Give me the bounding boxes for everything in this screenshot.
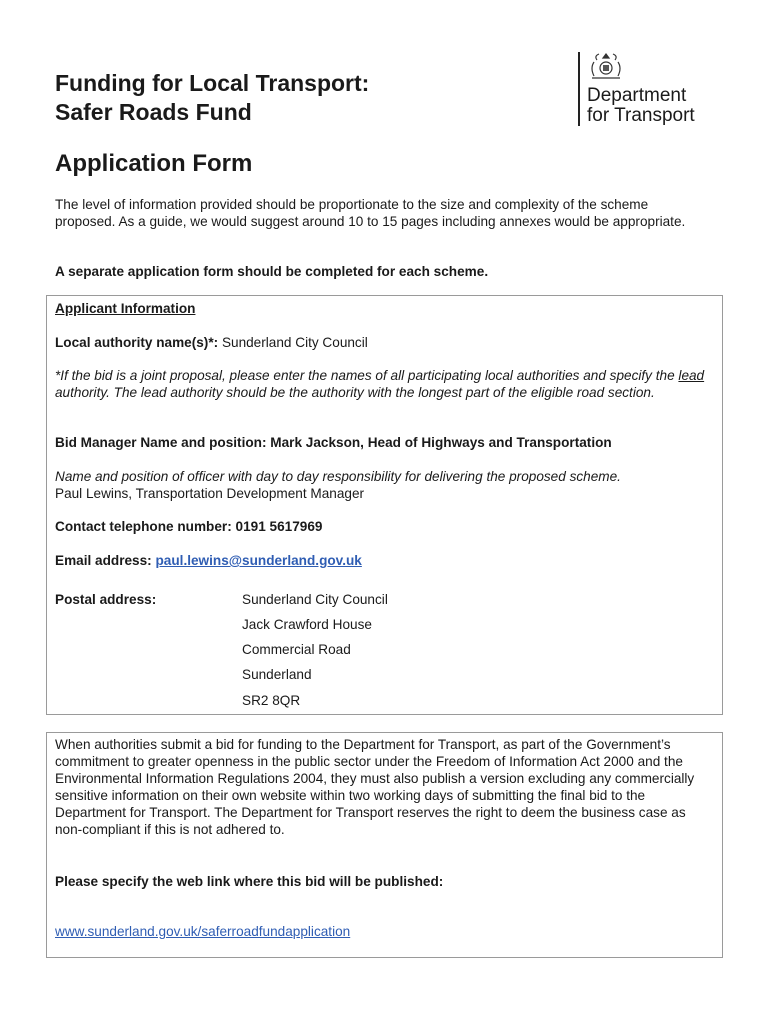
form-title: Application Form xyxy=(55,150,253,177)
email-label: Email address: xyxy=(55,553,152,568)
authority-value: Sunderland City Council xyxy=(221,335,368,350)
phone-row xyxy=(55,518,322,535)
intro-paragraph: The level of information provided should be proportionate to the size and complexity of the scheme proposed. As a guide, we would suggest around 10 to 15 pages including annexes would be appropriate. xyxy=(55,197,686,229)
joint-note-lead: lead xyxy=(678,368,705,383)
postal-line-3: Commercial Road xyxy=(242,642,351,657)
applicant-section-title: Applicant Information xyxy=(55,301,196,316)
bid-manager-row xyxy=(55,434,612,451)
postal-line-2: Jack Crawford House xyxy=(242,617,372,632)
postal-line-5: SR2 8QR xyxy=(242,693,301,708)
dft-logo xyxy=(578,52,728,132)
postal-line-1: Sunderland City Council xyxy=(242,592,388,607)
phone-label: Contact telephone number: xyxy=(55,519,232,534)
applicant-information-box xyxy=(46,295,723,715)
joint-proposal-note xyxy=(55,367,705,401)
weblink-label: Please specify the web link where this bid will be published: xyxy=(55,874,444,889)
postal-line-4: Sunderland xyxy=(242,667,312,682)
logo-wordmark xyxy=(587,86,695,126)
joint-note-part2: authority. The lead authority should be the authority with the longest part of the eligible road section. xyxy=(55,385,655,400)
title-line-1: Funding for Local Transport: xyxy=(55,70,370,96)
postal-label: Postal address: xyxy=(55,592,157,607)
officer-note: Name and position of officer with day to day responsibility for delivering the proposed scheme. xyxy=(55,469,621,484)
logo-divider xyxy=(578,52,580,126)
separate-form-notice: A separate application form should be completed for each scheme. xyxy=(55,264,489,279)
joint-note-part1: *If the bid is a joint proposal, please enter the names of all participating local authorities and specify the xyxy=(55,368,679,383)
logo-line-2: for Transport xyxy=(587,105,695,126)
document-title xyxy=(55,69,369,127)
title-line-2: Safer Roads Fund xyxy=(55,99,252,125)
officer-value: Paul Lewins, Transportation Development Manager xyxy=(55,486,365,501)
email-link[interactable]: paul.lewins@sunderland.gov.uk xyxy=(155,553,362,568)
logo-line-1: Department xyxy=(587,85,687,106)
phone-value: 0191 5617969 xyxy=(235,519,323,534)
weblink-value[interactable]: www.sunderland.gov.uk/saferroadfundapplication xyxy=(55,924,351,939)
royal-coat-of-arms-icon xyxy=(586,52,626,84)
publication-paragraph: When authorities submit a bid for funding to the Department for Transport, as part of the Government’s commitment to greater openness in the public sector under the Freedom of Information Act 2000 and the Environmental Information Regulations 2004, they must also publish a version excluding any commercially sensitive information on their own website within two working days of submitting the final bid to the Department for Transport. The Department for Transport reserves the right to deem the business case as non-compliant if this is not adhered to. xyxy=(55,737,695,837)
authority-label: Local authority name(s)*: xyxy=(55,335,219,350)
bid-manager-value: Mark Jackson, Head of Highways and Transportation xyxy=(270,435,612,450)
email-row xyxy=(55,552,362,569)
bid-manager-label: Bid Manager Name and position: xyxy=(55,435,267,450)
authority-row xyxy=(55,334,368,351)
